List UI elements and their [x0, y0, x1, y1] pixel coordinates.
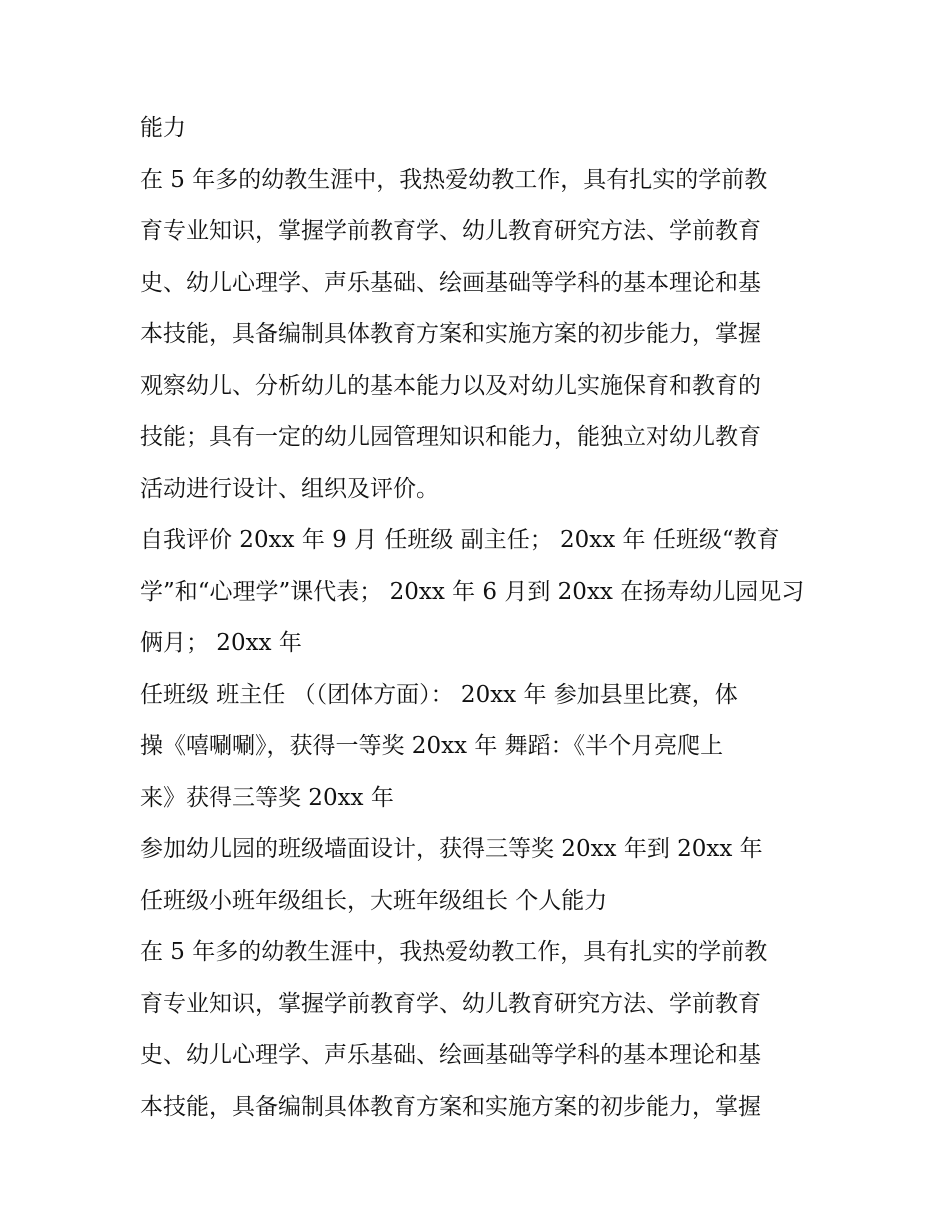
text-line: 史、幼儿心理学、声乐基础、绘画基础等学科的基本理论和基: [140, 1042, 761, 1068]
text-line: 在 5 年多的幼教生涯中，我热爱幼教工作，具有扎实的学前教: [140, 939, 768, 965]
text-line: 任班级小班年级组长，大班年级组长 个人能力: [140, 887, 608, 914]
text-line: 史、幼儿心理学、声乐基础、绘画基础等学科的基本理论和基: [140, 269, 761, 296]
text-line: 本技能，具备编制具体教育方案和实施方案的初步能力，掌握: [140, 321, 761, 347]
text-line: 本技能，具备编制具体教育方案和实施方案的初步能力，掌握: [140, 1093, 761, 1120]
text-line: 技能；具有一定的幼儿园管理知识和能力，能独立对幼儿教育: [140, 424, 761, 450]
text-line: 操《嘻唰唰》，获得一等奖 20xx 年 舞蹈：《半个月亮爬上: [140, 733, 724, 759]
text-line: 能力: [140, 115, 186, 141]
text-line: 活动进行设计、组织及评价。: [140, 475, 439, 502]
text-line: 任班级 班主任 （（团体方面）： 20xx 年 参加县里比赛，体: [140, 681, 738, 708]
text-line: 育专业知识，掌握学前教育学、幼儿教育研究方法、学前教育: [140, 990, 761, 1017]
text-line: 参加幼儿园的班级墙面设计，获得三等奖 20xx 年到 20xx 年: [140, 836, 763, 862]
text-line: 学”和“心理学”课代表； 20xx 年 6 月到 20xx 在扬寿幼儿园见习: [140, 578, 805, 605]
text-line: 观察幼儿、分析幼儿的基本能力以及对幼儿实施保育和教育的: [140, 372, 761, 399]
text-line: 来》获得三等奖 20xx 年: [140, 784, 394, 811]
text-line: 在 5 年多的幼教生涯中，我热爱幼教工作，具有扎实的学前教: [140, 166, 768, 193]
body-text: [140, 103, 830, 1133]
text-line: 俩月； 20xx 年: [140, 630, 302, 656]
text-line: 育专业知识，掌握学前教育学、幼儿教育研究方法、学前教育: [140, 218, 761, 244]
text-line: 自我评价 20xx 年 9 月 任班级 副主任； 20xx 年 任班级“教育: [140, 527, 780, 553]
